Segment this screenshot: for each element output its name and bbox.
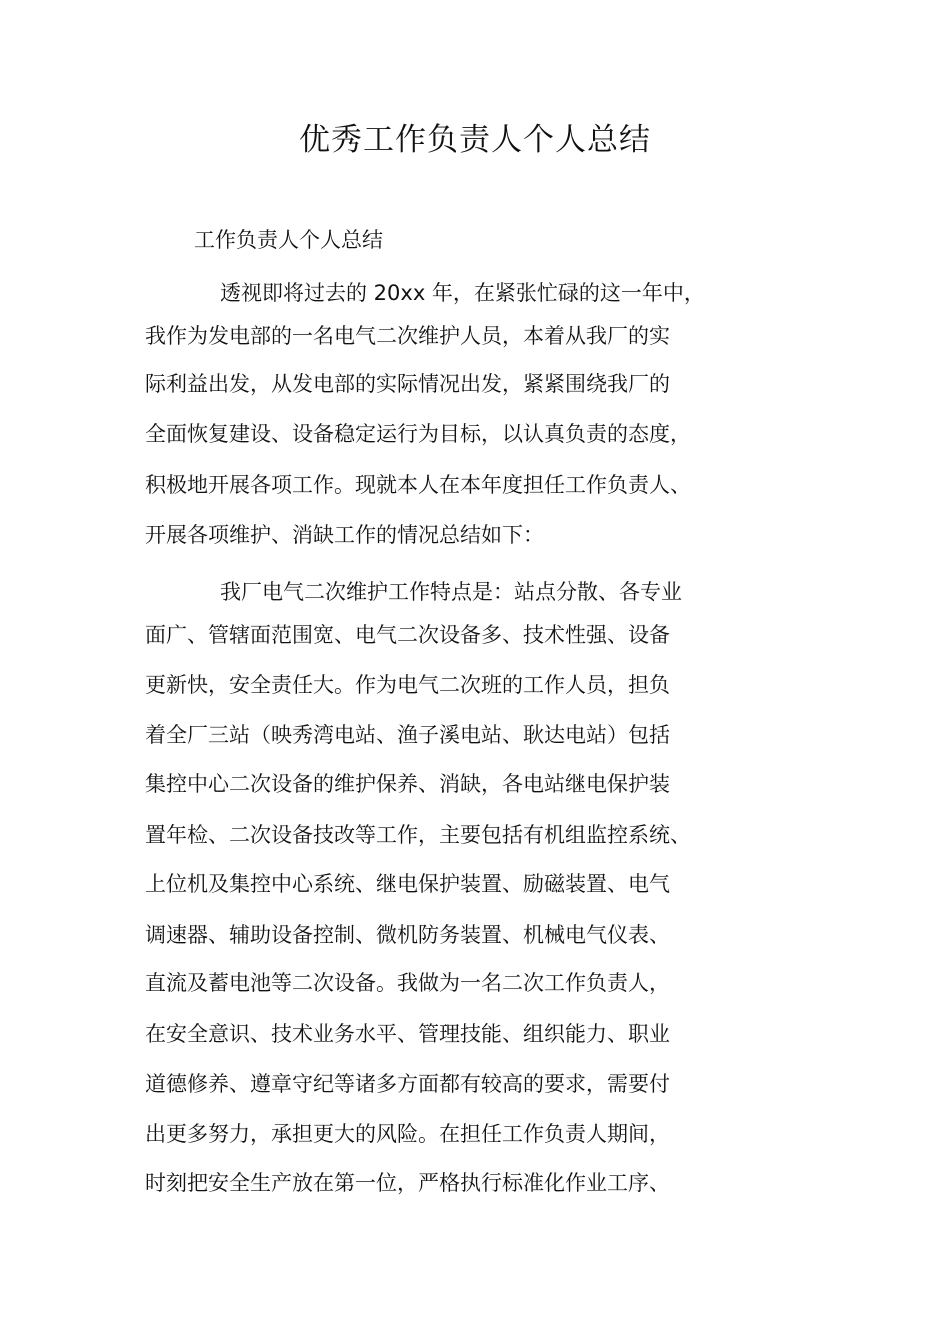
paragraph-line: 我作为发电部的一名电气二次维护人员，本着从我厂的实: [145, 324, 670, 348]
paragraph-line: 透视即将过去的 20xx 年，在紧张忙碌的这一年中，: [220, 281, 705, 305]
paragraph-line: 面广、管辖面范围宽、电气二次设备多、技术性强、设备: [145, 623, 670, 647]
paragraph-line: 时刻把安全生产放在第一位，严格执行标准化作业工序、: [145, 1171, 670, 1195]
paragraph-line: 道德修养、遵章守纪等诸多方面都有较高的要求，需要付: [145, 1072, 670, 1096]
paragraph-line: 我厂电气二次维护工作特点是：站点分散、各专业: [220, 580, 682, 604]
paragraph-line: 更新快，安全责任大。作为电气二次班的工作人员，担负: [145, 673, 670, 697]
paragraph-line: 全面恢复建设、设备稳定运行为目标，以认真负责的态度，: [145, 422, 691, 446]
paragraph-line: 调速器、辅助设备控制、微机防务装置、机械电气仪表、: [145, 923, 670, 947]
paragraph-line: 上位机及集控中心系统、继电保护装置、励磁装置、电气: [145, 872, 670, 896]
document-title: 优秀工作负责人个人总结: [299, 122, 651, 158]
paragraph-line: 际利益出发，从发电部的实际情况出发，紧紧围绕我厂的: [145, 372, 670, 396]
paragraph-line: 积极地开展各项工作。现就本人在本年度担任工作负责人、: [145, 473, 691, 497]
paragraph-line: 在安全意识、技术业务水平、管理技能、组织能力、职业: [145, 1022, 670, 1046]
document-subtitle: 工作负责人个人总结: [194, 228, 383, 252]
paragraph-line: 集控中心二次设备的维护保养、消缺，各电站继电保护装: [145, 772, 670, 796]
paragraph-line: 置年检、二次设备技改等工作，主要包括有机组监控系统、: [145, 823, 691, 847]
paragraph-line: 直流及蓄电池等二次设备。我做为一名二次工作负责人，: [145, 971, 670, 995]
paragraph-line: 出更多努力，承担更大的风险。在担任工作负责人期间，: [145, 1122, 670, 1146]
paragraph-line: 着全厂三站（映秀湾电站、渔子溪电站、耿达电站）包括: [145, 723, 670, 747]
paragraph-line: 开展各项维护、消缺工作的情况总结如下：: [145, 523, 544, 547]
